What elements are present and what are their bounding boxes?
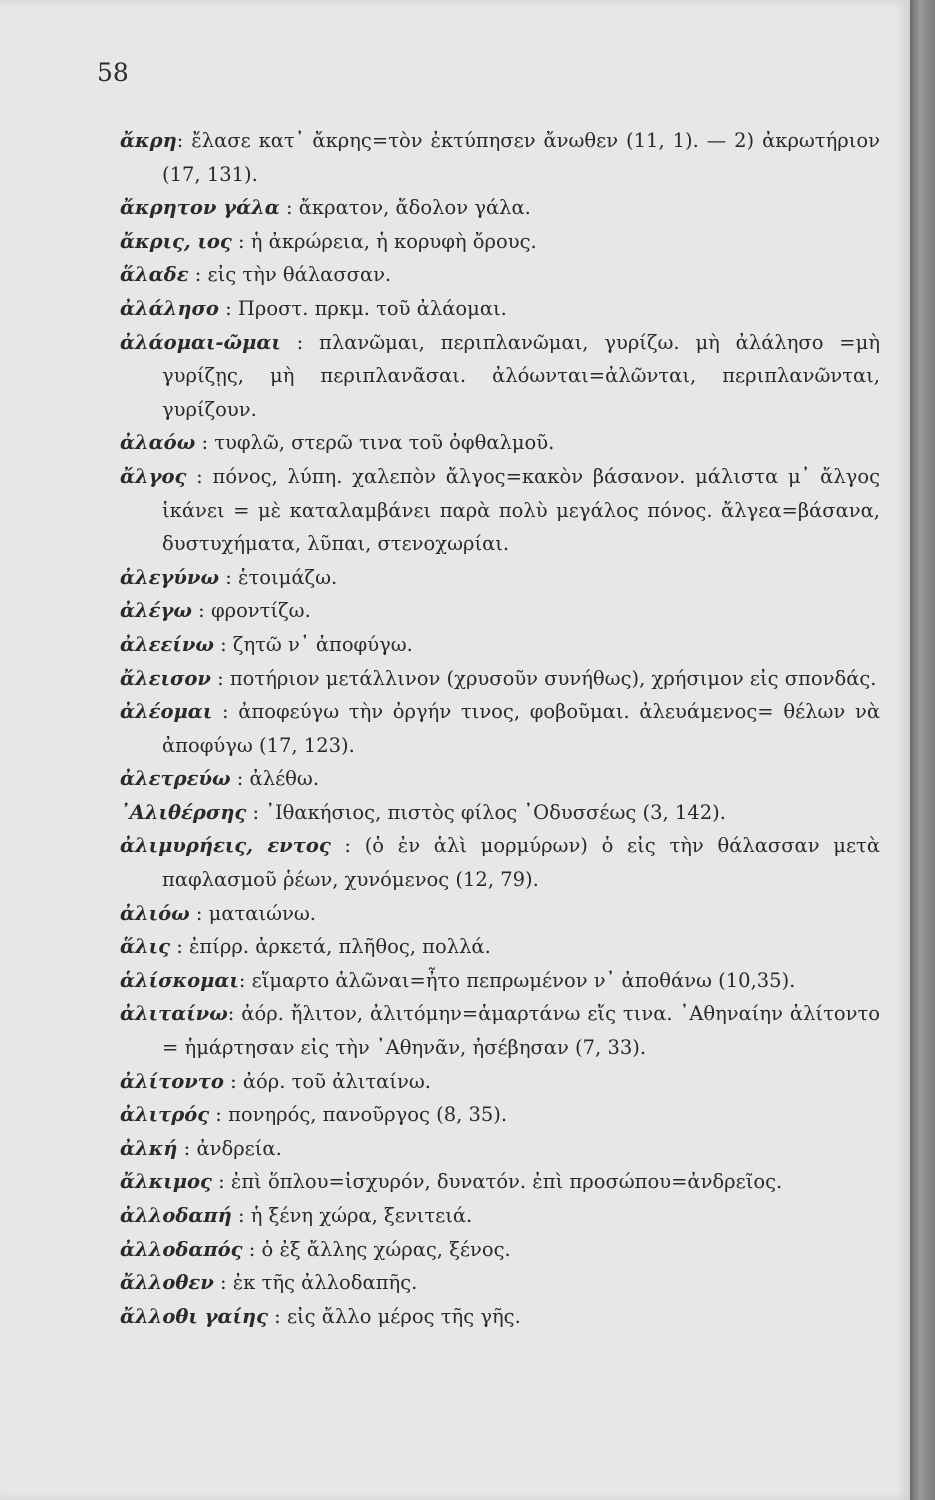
glossary-entry: [120, 1300, 880, 1334]
entry-definition: (ὁ ἐν ἁλὶ μορμύρων) ὁ εἰς τὴν θάλασσαν μετὰ παφλασμοῦ ῥέων, χυνόμενος (12, 79).: [162, 834, 880, 892]
entry-headword: ἄκρητον γάλα: [120, 196, 280, 220]
glossary-entry: [120, 1199, 880, 1233]
entry-definition: τυφλῶ, στερῶ τινα τοῦ ὀφθαλμοῦ.: [214, 431, 555, 455]
entry-definition: ἀλέθω.: [249, 767, 320, 791]
entry-headword: ἅλις: [120, 935, 170, 959]
page-edge: [910, 0, 935, 1500]
entry-definition: φροντίζω.: [210, 599, 311, 623]
entry-separator: :: [218, 296, 238, 320]
entry-separator: :: [280, 330, 320, 354]
page-number: 58: [97, 58, 129, 87]
glossary-entry: [120, 326, 880, 427]
glossary-entry: [120, 897, 880, 931]
glossary-entry: [120, 1132, 880, 1166]
entry-definition: ἀόρ. ἤλιτον, ἀλιτόμην=ἁμαρτάνω εἴς τινα. ᾽Αθηναίην ἀλίτοντο = ἡμάρτησαν εἰς τὴν ᾽Αθηνᾶν, ἠσέβησαν (7, 33).: [162, 1002, 880, 1060]
entry-separator: :: [231, 229, 251, 253]
entry-separator: :: [195, 431, 215, 455]
entry-headword: ἀλετρεύω: [120, 767, 231, 791]
entry-headword: ἅλαδε: [120, 263, 189, 287]
entry-separator: :: [219, 565, 239, 589]
entry-headword: ἀλκή: [120, 1136, 178, 1160]
entry-headword: ἀλαόω: [120, 431, 196, 455]
entry-headword: ᾽Αλιθέρσης: [120, 800, 247, 824]
entry-separator: :: [223, 1069, 243, 1093]
entry-headword: ἀλεείνω: [120, 632, 214, 656]
glossary-entry: [120, 762, 880, 796]
entry-headword: ἄλλοθι γαίης: [120, 1304, 268, 1328]
entry-definition: εἰς ἄλλο μέρος τῆς γῆς.: [286, 1304, 521, 1328]
entry-definition: ἑτοιμάζω.: [238, 565, 338, 589]
glossary-entry: [120, 930, 880, 964]
entry-separator: :: [177, 1136, 197, 1160]
entry-separator: :: [242, 1237, 262, 1261]
glossary-entry: [120, 292, 880, 326]
glossary-entry: [120, 225, 880, 259]
entry-headword: ἀλλοδαπός: [120, 1237, 243, 1261]
entry-separator: :: [188, 263, 208, 287]
glossary-entry: [120, 1098, 880, 1132]
entry-definition: ᾽Ιθακήσιος, πιστὸς φίλος ᾽Οδυσσέως (3, 142).: [265, 800, 726, 824]
entry-definition: ὁ ἐξ ἄλλης χώρας, ξένος.: [261, 1237, 511, 1261]
entry-separator: :: [213, 1271, 233, 1295]
entry-definition: πλανῶμαι, περιπλανῶμαι, γυρίζω. μὴ ἀλάλησο =μὴ γυρίζῃς, μὴ περιπλανᾶσαι. ἀλόωνται=ἀλῶνται, περιπλανῶνται, γυρίζουν.: [162, 330, 880, 421]
entry-headword: ἀλέομαι: [120, 700, 213, 724]
entry-definition: ἀόρ. τοῦ ἀλιταίνω.: [242, 1069, 431, 1093]
glossary-entry: [120, 964, 880, 998]
entry-definition: ἀνδρεία.: [196, 1136, 282, 1160]
glossary-entry: [120, 662, 880, 696]
glossary-entry: [120, 1065, 880, 1099]
entry-separator: :: [267, 1304, 287, 1328]
entry-headword: ἀλέγω: [120, 599, 192, 623]
entry-definition: ἀποφεύγω τὴν ὀργήν τινος, φοβοῦμαι. ἀλευάμενος= θέλων νὰ ἀποφύγω (17, 123).: [162, 700, 880, 757]
entry-headword: ἄλλοθεν: [120, 1271, 214, 1295]
entry-definition: εἰς τὴν θάλασσαν.: [207, 263, 392, 287]
entry-headword: ἀλιτρός: [120, 1103, 210, 1127]
entry-definition: ματαιώνω.: [208, 901, 316, 925]
entry-separator: :: [209, 1103, 229, 1127]
entry-headword: ἀλλοδαπή: [120, 1204, 232, 1227]
glossary-entry: [120, 1165, 880, 1199]
glossary-entry: [120, 426, 880, 460]
entry-separator: :: [238, 968, 252, 992]
entry-separator: :: [176, 129, 192, 152]
entry-headword: ἄκρη: [120, 129, 177, 152]
entry-separator: :: [210, 666, 230, 690]
entry-headword: ἀλιμυρήεις, εντος: [120, 834, 331, 858]
glossary-entry: [120, 1266, 880, 1300]
entry-separator: :: [227, 1002, 242, 1026]
glossary-entry: [120, 460, 880, 561]
entry-separator: :: [330, 834, 365, 858]
entry-definition: ζητῶ ν᾽ ἀποφύγω.: [232, 632, 413, 656]
glossary-entries: [120, 124, 880, 1333]
glossary-entry: [120, 695, 880, 762]
entry-definition: πονηρός, πανοῦργος (8, 35).: [228, 1103, 508, 1127]
glossary-entry: [120, 191, 880, 225]
entry-separator: :: [231, 1204, 251, 1227]
entry-definition: Προστ. πρκμ. τοῦ ἀλάομαι.: [237, 296, 507, 320]
entry-definition: εἵμαρτο ἁλῶναι=ἦτο πεπρωμένον ν᾽ ἀποθάνω (10,35).: [251, 968, 796, 992]
glossary-entry: [120, 561, 880, 595]
entry-separator: :: [230, 767, 250, 791]
entry-separator: :: [191, 599, 211, 623]
entry-definition: ἡ ξένη χώρα, ξενιτειά.: [250, 1204, 473, 1227]
glossary-entry: [120, 594, 880, 628]
entry-definition: ἐπίρρ. ἀρκετά, πλῆθος, πολλά.: [188, 935, 491, 959]
entry-separator: :: [212, 700, 239, 724]
entry-headword: ἀλίτοντο: [120, 1069, 224, 1093]
glossary-entry: [120, 1233, 880, 1267]
entry-headword: ἁλίσκομαι: [120, 968, 239, 992]
entry-headword: ἄκρις, ιος: [120, 229, 232, 253]
glossary-entry: [120, 997, 880, 1064]
entry-separator: :: [211, 1170, 231, 1194]
entry-separator: :: [186, 464, 213, 488]
entry-headword: ἄλεισον: [120, 666, 211, 690]
entry-headword: ἀλιόω: [120, 901, 190, 925]
glossary-entry: [120, 258, 880, 292]
glossary-entry: [120, 829, 880, 896]
glossary-entry: [120, 628, 880, 662]
entry-headword: ἄλκιμος: [120, 1170, 212, 1194]
entry-definition: ἐπὶ ὅπλου=ἰσχυρόν, δυνατόν. ἐπὶ προσώπου=ἀνδρεῖος.: [230, 1170, 783, 1194]
entry-definition: ἡ ἀκρώρεια, ἡ κορυφὴ ὄρους.: [250, 229, 537, 253]
entry-definition: ἔλασε κατ᾽ ἄκρης=τὸν ἐκτύπησεν ἄνωθεν (11, 1). — 2) ἀκρωτήριον (17, 131).: [162, 129, 880, 186]
entry-headword: ἄλγος: [120, 464, 187, 488]
glossary-entry: [120, 124, 880, 191]
entry-separator: :: [246, 800, 266, 824]
entry-definition: ἄκρατον, ἄδολον γάλα.: [298, 196, 531, 220]
glossary-entry: [120, 796, 880, 830]
entry-separator: :: [279, 196, 299, 220]
entry-definition: ἐκ τῆς ἀλλοδαπῆς.: [232, 1271, 418, 1295]
entry-separator: :: [189, 901, 209, 925]
entry-separator: :: [213, 632, 233, 656]
entry-headword: ἀλεγύνω: [120, 565, 220, 589]
entry-definition: ποτήριον μετάλλινον (χρυσοῦν συνήθως), χρήσιμον εἰς σπονδάς.: [229, 666, 877, 690]
entry-separator: :: [170, 935, 189, 959]
entry-headword: ἀλιταίνω: [120, 1002, 228, 1026]
entry-definition: πόνος, λύπη. χαλεπὸν ἄλγος=κακὸν βάσανον. μάλιστα μ᾽ ἄλγος ἱκάνει = μὲ καταλαμβάνει παρὰ πολὺ μεγάλος πόνος. ἄλγεα=βάσανα, δυστυχήματα, λῦπαι, στενοχωρίαι.: [162, 464, 880, 556]
entry-headword: ἀλάομαι-ῶμαι: [120, 330, 281, 354]
entry-headword: ἀλάλησο: [120, 296, 219, 320]
